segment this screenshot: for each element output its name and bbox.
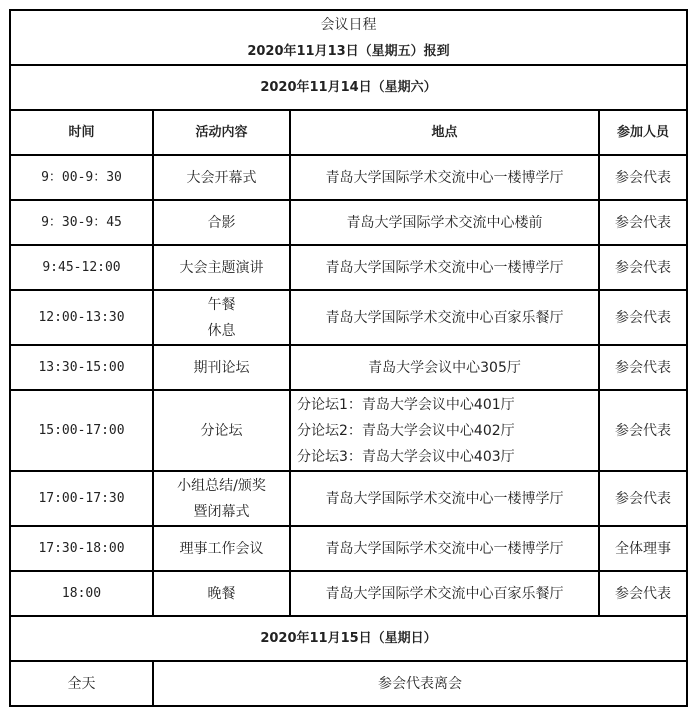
row-activity: 晚餐	[153, 571, 290, 616]
table-header-row	[10, 110, 687, 155]
conference-schedule-table	[9, 9, 688, 707]
row-attendees: 参会代表	[599, 290, 687, 345]
row-attendees: 参会代表	[599, 200, 687, 245]
row-activity: 分论坛	[153, 390, 290, 471]
row-attendees: 全体理事	[599, 526, 687, 571]
table-row	[10, 571, 687, 616]
sub-forum-line: 分论坛3：青岛大学会议中心403厅	[297, 448, 515, 465]
row-activity: 理事工作会议	[153, 526, 290, 571]
row-time: 12:00-13:30	[10, 290, 153, 345]
title-cell	[10, 10, 687, 65]
row-location: 青岛大学国际学术交流中心一楼博学厅	[290, 155, 599, 200]
sub-forum-line: 分论坛2：青岛大学会议中心402厅	[297, 422, 515, 439]
row-location: 青岛大学国际学术交流中心一楼博学厅	[290, 471, 599, 526]
day3-date: 2020年11月15日（星期日）	[10, 616, 687, 661]
row-time: 全天	[10, 661, 153, 706]
row-time: 18:00	[10, 571, 153, 616]
header-location: 地点	[290, 110, 599, 155]
day2-date-row	[10, 65, 687, 110]
activity-line: 暨闭幕式	[193, 503, 250, 520]
header-time: 时间	[10, 110, 153, 155]
document-title: 会议日程	[320, 16, 377, 33]
row-location	[290, 390, 599, 471]
activity-line: 午餐	[207, 296, 236, 313]
row-activity: 大会开幕式	[153, 155, 290, 200]
day3-date-row	[10, 616, 687, 661]
registration-date: 2020年11月13日（星期五）报到	[247, 43, 450, 59]
row-time: 9：00-9：30	[10, 155, 153, 200]
row-location: 青岛大学国际学术交流中心百家乐餐厅	[290, 571, 599, 616]
row-location: 青岛大学国际学术交流中心百家乐餐厅	[290, 290, 599, 345]
table-row	[10, 390, 687, 471]
row-attendees: 参会代表	[599, 390, 687, 471]
table-row	[10, 471, 687, 526]
title-row	[10, 10, 687, 65]
row-attendees: 参会代表	[599, 155, 687, 200]
activity-line: 休息	[207, 322, 236, 339]
day2-date: 2020年11月14日（星期六）	[10, 65, 687, 110]
row-time: 9:45-12:00	[10, 245, 153, 290]
row-attendees: 参会代表	[599, 245, 687, 290]
row-location: 青岛大学会议中心305厅	[290, 345, 599, 390]
row-attendees: 参会代表	[599, 345, 687, 390]
table-row	[10, 200, 687, 245]
row-activity: 合影	[153, 200, 290, 245]
row-activity: 期刊论坛	[153, 345, 290, 390]
row-activity: 大会主题演讲	[153, 245, 290, 290]
table-row	[10, 245, 687, 290]
row-attendees: 参会代表	[599, 571, 687, 616]
row-time: 17:30-18:00	[10, 526, 153, 571]
row-location: 青岛大学国际学术交流中心一楼博学厅	[290, 245, 599, 290]
row-activity: 参会代表离会	[153, 661, 687, 706]
row-time: 9：30-9：45	[10, 200, 153, 245]
header-attendees: 参加人员	[599, 110, 687, 155]
sub-forum-line: 分论坛1：青岛大学会议中心401厅	[297, 396, 515, 413]
row-location: 青岛大学国际学术交流中心一楼博学厅	[290, 526, 599, 571]
table-row	[10, 345, 687, 390]
table-row	[10, 526, 687, 571]
row-activity	[153, 471, 290, 526]
row-attendees: 参会代表	[599, 471, 687, 526]
table-row	[10, 661, 687, 706]
row-activity	[153, 290, 290, 345]
row-location: 青岛大学国际学术交流中心楼前	[290, 200, 599, 245]
row-time: 17:00-17:30	[10, 471, 153, 526]
table-row	[10, 155, 687, 200]
row-time: 13:30-15:00	[10, 345, 153, 390]
header-activity: 活动内容	[153, 110, 290, 155]
activity-line: 小组总结/颁奖	[177, 477, 266, 494]
table-row	[10, 290, 687, 345]
row-time: 15:00-17:00	[10, 390, 153, 471]
